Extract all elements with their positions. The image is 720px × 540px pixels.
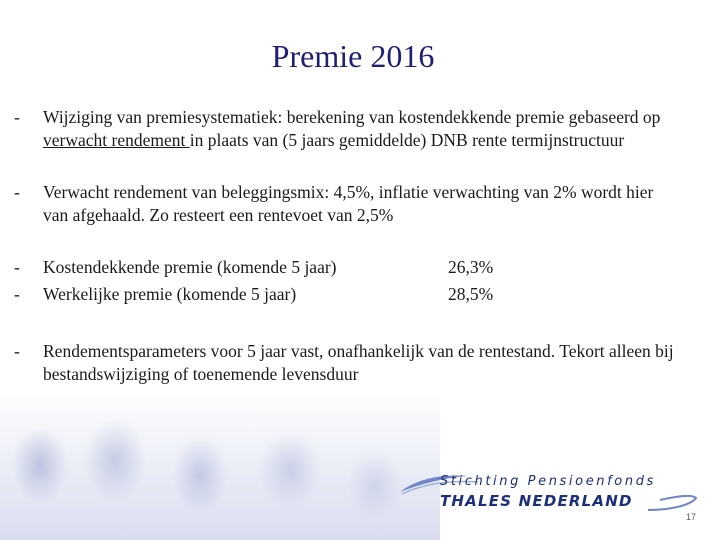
premium-value: 26,3% bbox=[448, 257, 494, 277]
bullet-text: Verwacht rendement van beleggingsmix: 4,5%, inflatie verwachting van 2% wordt hier van afgehaald. Zo resteert een rentevoet van 2,5% bbox=[43, 182, 654, 225]
bullet-text: in plaats van (5 jaars gemiddelde) DNB rente termijnstructuur bbox=[189, 130, 625, 150]
bullet-item bbox=[14, 181, 674, 227]
bullet-marker: - bbox=[14, 341, 20, 361]
bullet-text-underlined: verwacht rendement bbox=[43, 130, 190, 150]
premium-label: Kostendekkende premie (komende 5 jaar) bbox=[43, 257, 337, 277]
bullet-item bbox=[14, 106, 674, 152]
bullet-text: Rendementsparameters voor 5 jaar vast, onafhankelijk van de rentestand. Tekort alleen bij bestandswijziging of toenemende levensduur bbox=[43, 341, 674, 384]
slide-title: Premie 2016 bbox=[271, 38, 435, 74]
premium-label: Werkelijke premie (komende 5 jaar) bbox=[43, 284, 297, 304]
bullet-text: Wijziging van premiesystematiek: berekening van kostendekkende premie gebaseerd op bbox=[43, 107, 661, 127]
bullet-marker: - bbox=[14, 107, 20, 127]
premium-value: 28,5% bbox=[448, 284, 494, 304]
logo-line-2: THALES NEDERLAND bbox=[440, 492, 633, 510]
bullet-list bbox=[14, 106, 674, 386]
background-photo bbox=[0, 390, 440, 540]
bullet-marker: - bbox=[14, 284, 20, 304]
page-number: 17 bbox=[686, 512, 697, 522]
bullet-marker: - bbox=[14, 182, 20, 202]
bullet-marker: - bbox=[14, 257, 20, 277]
premium-row bbox=[14, 283, 674, 310]
bullet-item bbox=[14, 340, 674, 386]
thales-logo bbox=[398, 470, 698, 518]
premium-row bbox=[14, 256, 674, 283]
logo-line-1: Stichting Pensioenfonds bbox=[440, 474, 656, 489]
